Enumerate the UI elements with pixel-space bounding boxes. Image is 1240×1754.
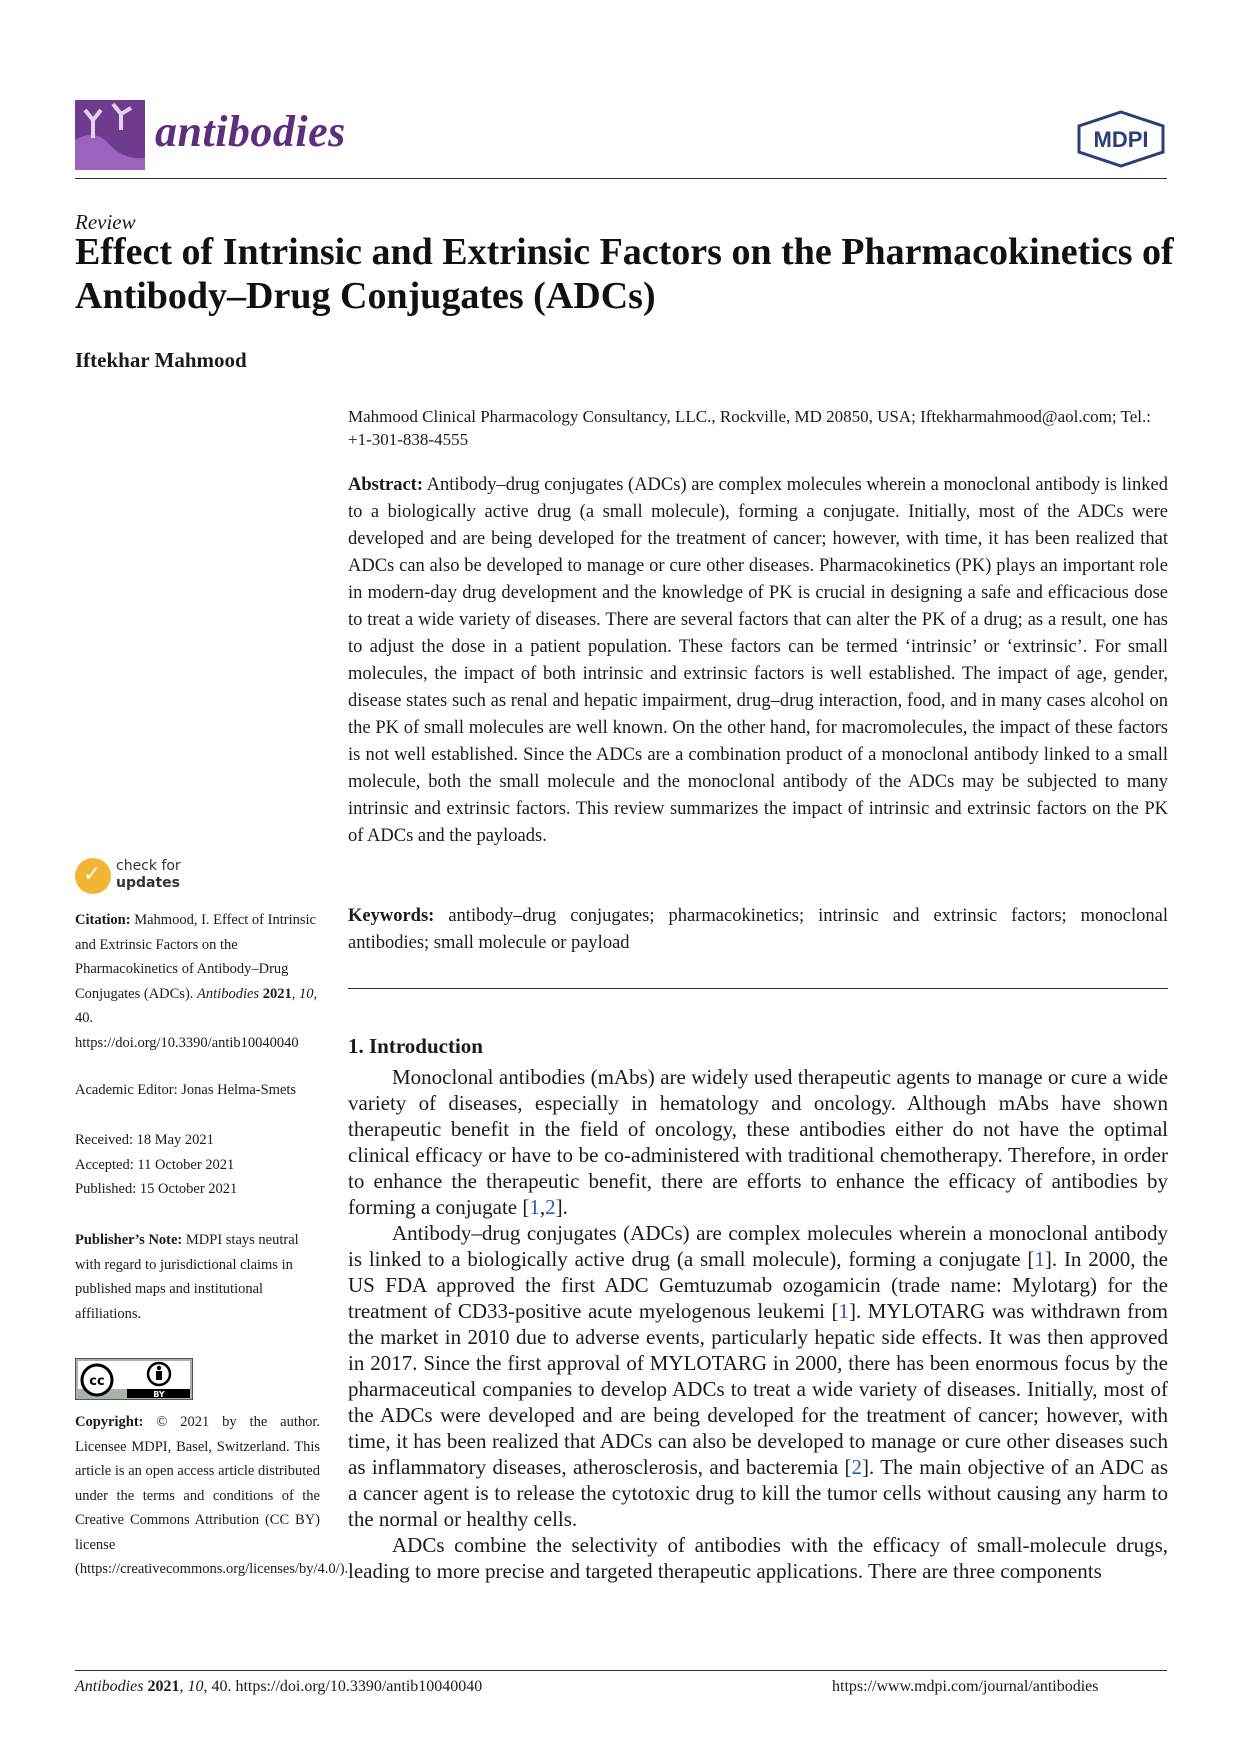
introduction-body — [348, 1064, 1168, 1584]
section-heading: 1. Introduction — [348, 1034, 483, 1058]
article-type: Review — [75, 210, 136, 234]
abstract — [348, 472, 1168, 850]
antibody-logo-icon — [75, 100, 145, 170]
published-date: Published: 15 October 2021 — [75, 1181, 238, 1197]
citation-label: Citation: — [75, 912, 131, 928]
citation-link[interactable]: 1 — [838, 1299, 850, 1323]
svg-text:cc: cc — [89, 1374, 105, 1389]
cc-by-license-badge[interactable] — [75, 1358, 193, 1400]
section-divider — [348, 988, 1168, 989]
paragraph: Antibody–drug conjugates (ADCs) are complex molecules wherein a monoclonal antibody is linked to a biologically active drug (a small molecule), forming a conjugate [1]. In 2000, the US FDA approved the first ADC Gemtuzumab ozogamicin (trade name: Mylotarg) for the treatment of CD33-positive acute myelogenous leukemi [1]. MYLOTARG was withdrawn from the market in 2010 due to adverse events, particularly hepatic side effects. It was then approved in 2017. Since the first approval of MYLOTARG in 2000, there has been enormous focus by the pharmaceutical companies to develop ADCs to treat a wide variety of diseases. Initially, most of the ADCs were developed and are being developed for the treatment of cancer; however, with time, it has been realized that ADCs can also be developed to manage or cure other diseases such as inflammatory diseases, atherosclerosis, and bacteremia [2]. The main objective of an ADC as a cancer agent is to release the cytotoxic drug to kill the tumor cells without causing any harm to the normal or healthy cells. — [348, 1221, 1168, 1531]
check-for-updates-label[interactable]: updates — [116, 875, 180, 891]
journal-name: antibodies — [155, 107, 346, 156]
accepted-date: Accepted: 11 October 2021 — [75, 1156, 235, 1173]
abstract-text: Antibody–drug conjugates (ADCs) are complex molecules wherein a monoclonal antibody is linked to a biologically active drug (a small molecule), forming a conjugate. Initially, most of the ADCs were developed and are being developed for the treatment of cancer; however, with time, it has been realized that ADCs can also be developed to manage or cure other diseases. Pharmacokinetics (PK) plays an important role in modern-day drug development and the knowledge of PK is crucial in designing a safe and efficacious dose to treat a wide variety of diseases. There are several factors that can alter the PK of a drug; as a result, one has to adjust the dose in a patient population. These factors can be termed ‘intrinsic’ or ‘extrinsic’. For small molecules, the impact of both intrinsic and extrinsic factors is well established. The impact of age, gender, disease states such as renal and hepatic impairment, drug–drug interaction, food, and in many cases alcohol on the PK of small molecules are well known. On the other hand, for macromolecules, the impact of these factors is not well established. Since the ADCs are a combination product of a monoclonal antibody linked to a small molecule, both the small molecule and the monoclonal antibody of the ADCs may be subjected to many intrinsic and extrinsic factors. This review summarizes the impact of intrinsic and extrinsic factors on the PK of ADCs and the payloads. — [348, 475, 1168, 846]
footer-journal-url[interactable]: https://www.mdpi.com/journal/antibodies — [832, 1678, 1099, 1695]
check-for-updates-label[interactable]: check for — [116, 858, 181, 874]
cc-by-text: BY — [153, 1390, 165, 1399]
affiliation: Mahmood Clinical Pharmacology Consultancy, LLC., Rockville, MD 20850, USA; Iftekharmahmood@aol.com; Tel.: +1-301-838-4555 — [348, 407, 1151, 449]
author-name: Iftekhar Mahmood — [75, 348, 247, 372]
publishers-note: Publisher’s Note: MDPI stays neutral with regard to jurisdictional claims in published maps and institutional affiliations. — [75, 1232, 299, 1322]
footer-citation: Antibodies 2021, 10, 40. https://doi.org/10.3390/antib10040040 — [75, 1678, 483, 1695]
header-divider — [75, 178, 1167, 179]
paragraph: Monoclonal antibodies (mAbs) are widely used therapeutic agents to manage or cure a wide variety of diseases, especially in hematology and oncology. Although mAbs have shown therapeutic benefit in the field of oncology, these antibodies either do not have the optimal clinical efficacy or have to be co-administered with traditional chemotherapy. Therefore, in order to enhance the therapeutic benefit, there are efforts to enhance the efficacy of antibodies by forming a conjugate [1,2]. — [348, 1065, 1168, 1219]
citation-link[interactable]: 2 — [545, 1195, 556, 1219]
mdpi-logo — [1075, 110, 1167, 168]
received-date: Received: 18 May 2021 — [75, 1132, 214, 1148]
citation-link[interactable]: 1 — [1034, 1247, 1045, 1271]
article-title: Effect of Intrinsic and Extrinsic Factors on the Pharmacokinetics of Antibody–Drug Conjugates (ADCs) — [75, 231, 1174, 317]
keywords-text: antibody–drug conjugates; pharmacokinetics; intrinsic and extrinsic factors; monoclonal antibodies; small molecule or payload — [348, 906, 1168, 953]
journal-logo — [75, 100, 145, 170]
footer-divider — [75, 1670, 1167, 1671]
keywords-label: Keywords: — [348, 906, 435, 926]
citation-link[interactable]: 2 — [851, 1455, 862, 1479]
checkmark-icon: ✓ — [83, 862, 102, 887]
academic-editor: Academic Editor: Jonas Helma-Smets — [75, 1082, 297, 1098]
citation-block: Citation: Mahmood, I. Effect of Intrinsic and Extrinsic Factors on the Pharmacokinetics of Antibody–Drug Conjugates (ADCs). Antibodies 2021, 10, 40. https://doi.org/10.3390/antib10040040 — [75, 912, 318, 1051]
paragraph: ADCs combine the selectivity of antibodies with the efficacy of small-molecule drugs, leading to more precise and targeted therapeutic applications. There are three components — [348, 1533, 1168, 1583]
citation-link[interactable]: 1 — [529, 1195, 540, 1219]
copyright-notice: Copyright: © 2021 by the author. Licensee MDPI, Basel, Switzerland. This article is an open access article distributed under the terms and conditions of the Creative Commons Attribution (CC BY) license (https://creativecommons.org/licenses/by/4.0/). — [75, 1414, 349, 1577]
keywords — [348, 903, 1168, 957]
mdpi-logo-text: MDPI — [1093, 127, 1149, 152]
abstract-label: Abstract: — [348, 475, 424, 495]
publication-dates — [75, 1128, 320, 1202]
